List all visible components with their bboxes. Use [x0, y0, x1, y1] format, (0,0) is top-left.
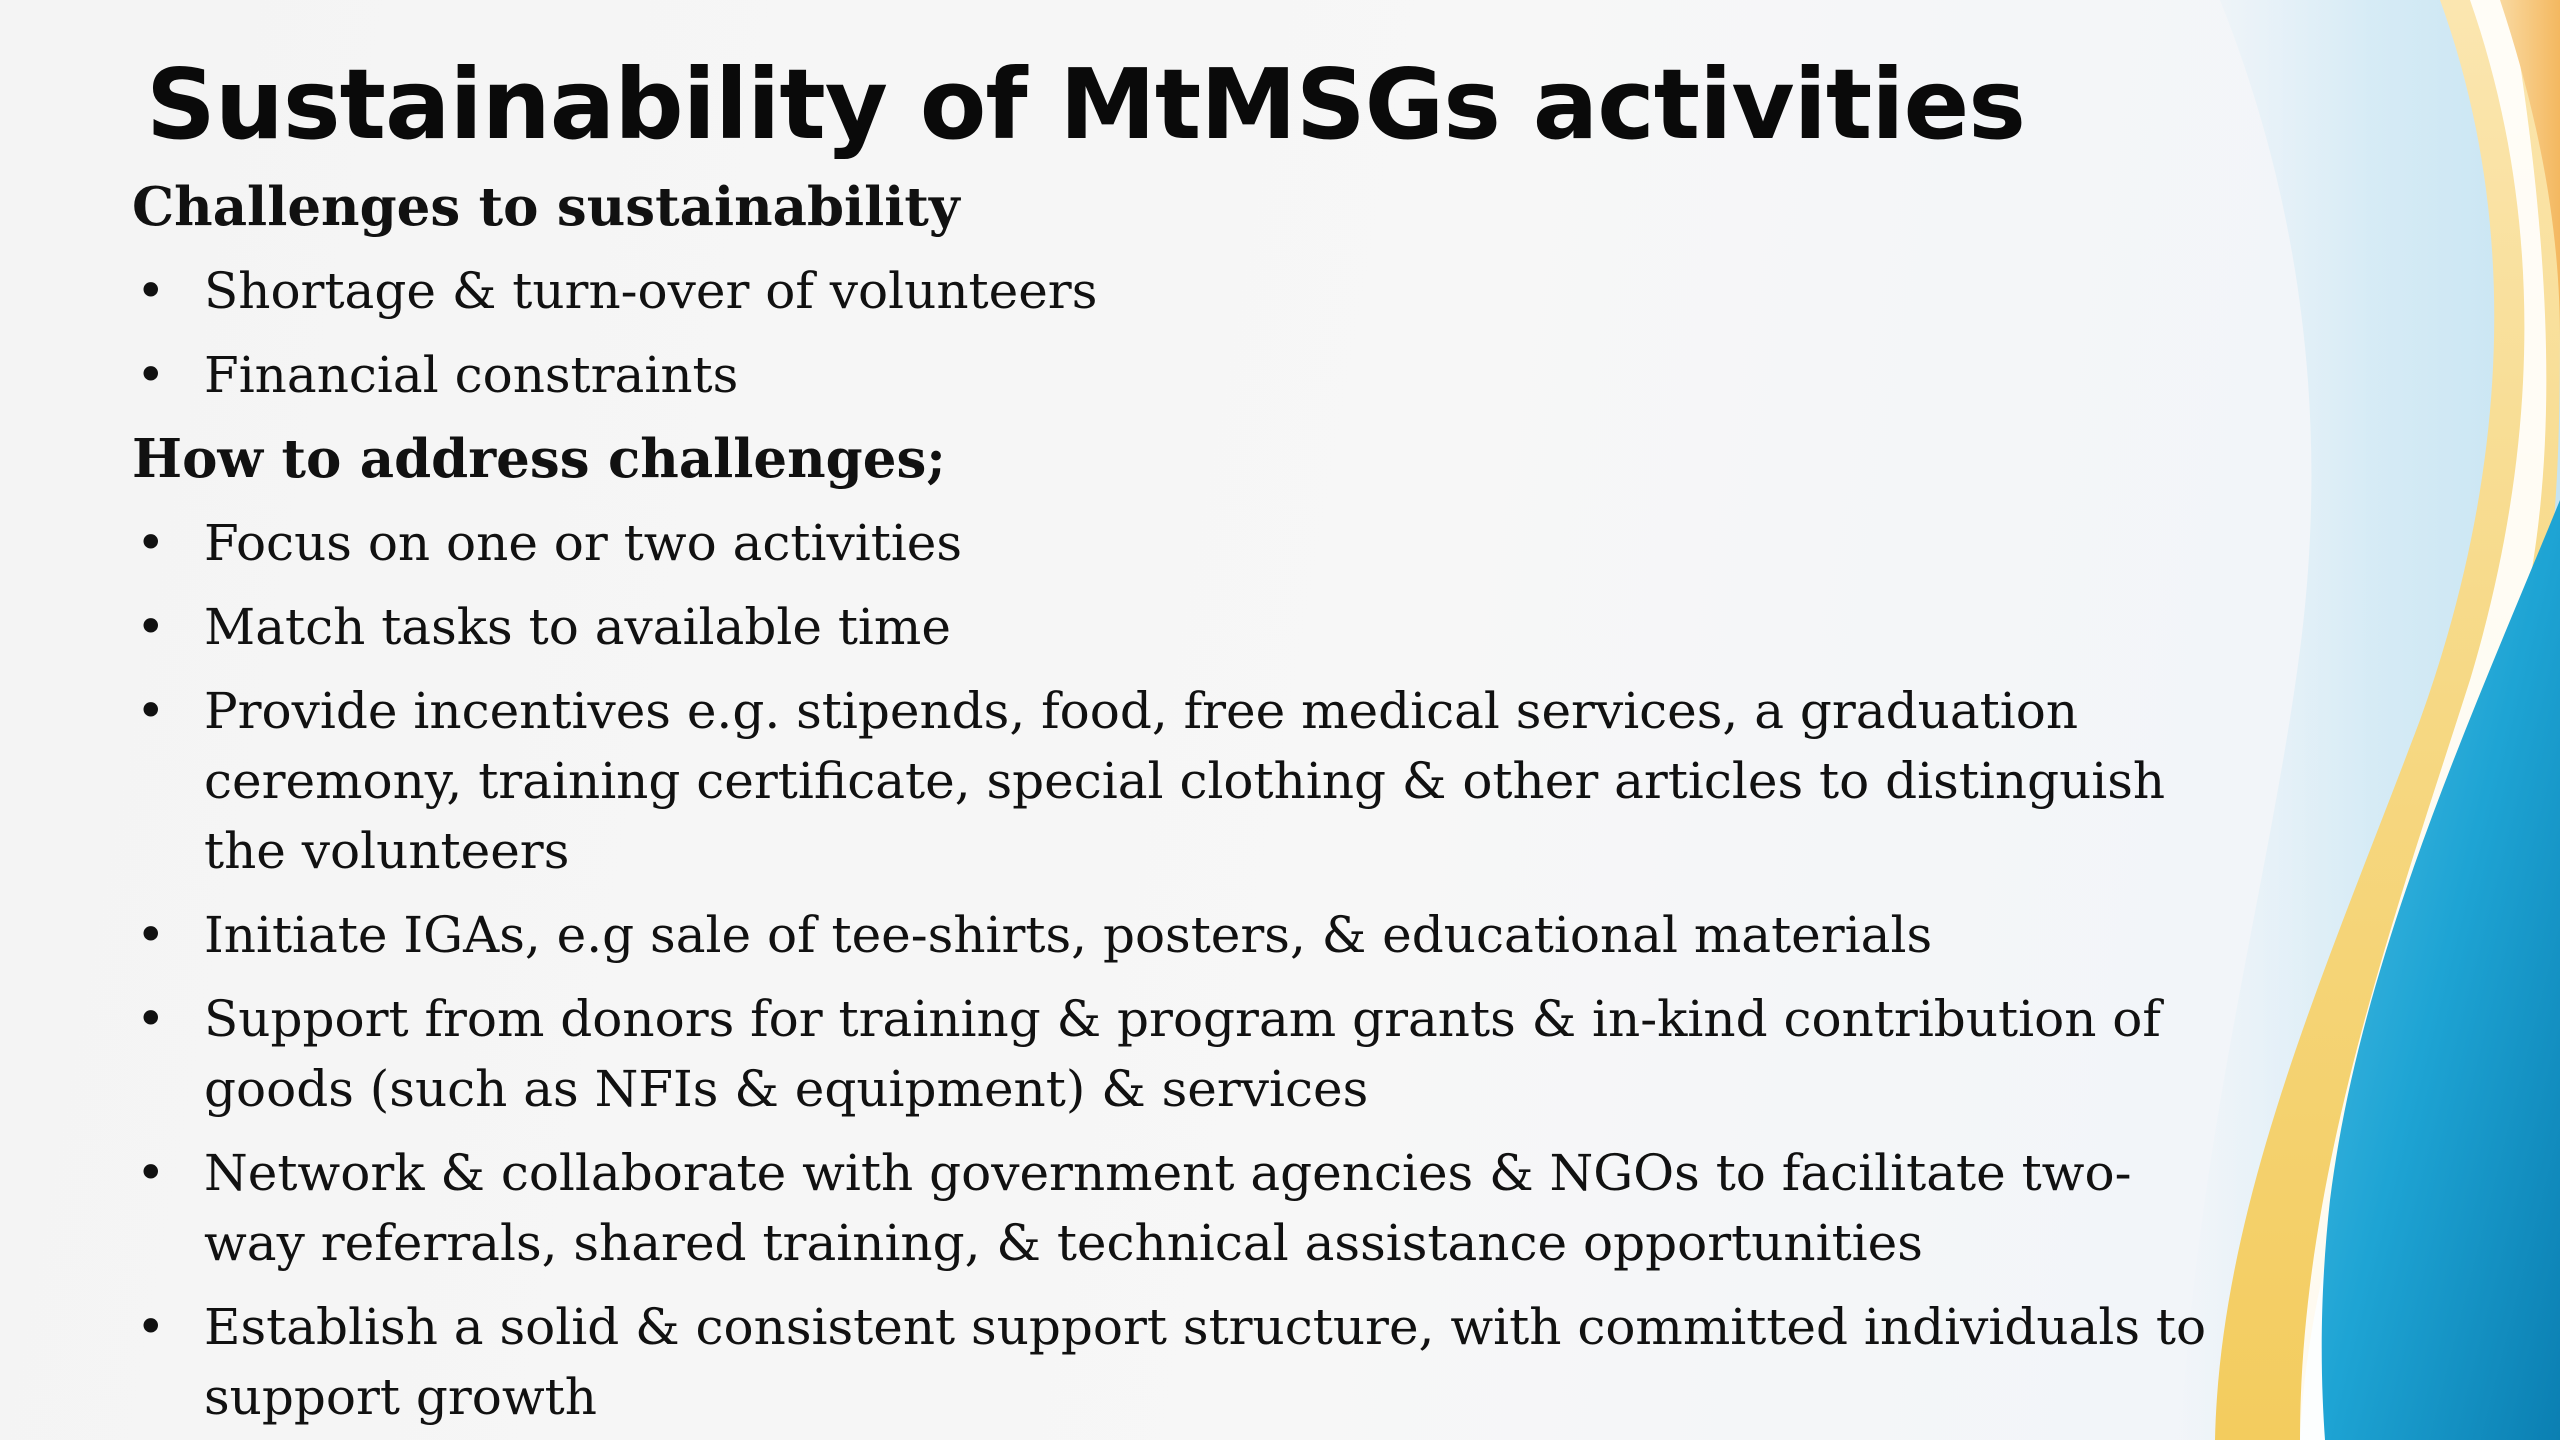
- list-item: [132, 676, 2222, 886]
- section-heading-address: How to address challenges;: [132, 428, 946, 490]
- list-item: [132, 592, 2222, 662]
- list-item-text: Provide incentives e.g. stipends, food, free medical services, a graduation ceremony, training certificate, special clothing & other articles to distinguish the volunteers: [204, 682, 2166, 880]
- list-item-text: Initiate IGAs, e.g sale of tee-shirts, posters, & educational materials: [204, 906, 1933, 964]
- slide-content: [132, 172, 2222, 1440]
- list-item: [132, 900, 2222, 970]
- section-heading-challenges: Challenges to sustainability: [132, 176, 960, 238]
- bullet-dot-icon: •: [136, 1298, 166, 1356]
- list-item-text: Establish a solid & consistent support structure, with committed individuals to support growth: [204, 1298, 2207, 1426]
- list-item: [132, 508, 2222, 578]
- bullet-dot-icon: •: [136, 682, 166, 740]
- bullet-dot-icon: •: [136, 906, 166, 964]
- challenges-list: [132, 256, 2222, 410]
- list-item-text: Focus on one or two activities: [204, 514, 963, 572]
- bullet-dot-icon: •: [136, 598, 166, 656]
- bullet-dot-icon: •: [136, 346, 166, 404]
- list-item: [132, 256, 2222, 326]
- list-item-text: Support from donors for training & program grants & in-kind contribution of goods (such as NFIs & equipment) & services: [204, 990, 2161, 1118]
- list-item: [132, 984, 2222, 1124]
- list-item-text: Match tasks to available time: [204, 598, 951, 656]
- bullet-dot-icon: •: [136, 262, 166, 320]
- bullet-dot-icon: •: [136, 514, 166, 572]
- list-item: [132, 1138, 2222, 1278]
- slide-title: Sustainability of MtMSGs activities: [146, 48, 2025, 161]
- list-item: [132, 340, 2222, 410]
- bullet-dot-icon: •: [136, 990, 166, 1048]
- solutions-list: [132, 508, 2222, 1432]
- list-item-text: Financial constraints: [204, 346, 739, 404]
- list-item: [132, 1292, 2222, 1432]
- list-item-text: Network & collaborate with government agencies & NGOs to facilitate two-way referrals, shared training, & technical assistance opportunities: [204, 1144, 2132, 1272]
- bullet-dot-icon: •: [136, 1144, 166, 1202]
- list-item-text: Shortage & turn-over of volunteers: [204, 262, 1098, 320]
